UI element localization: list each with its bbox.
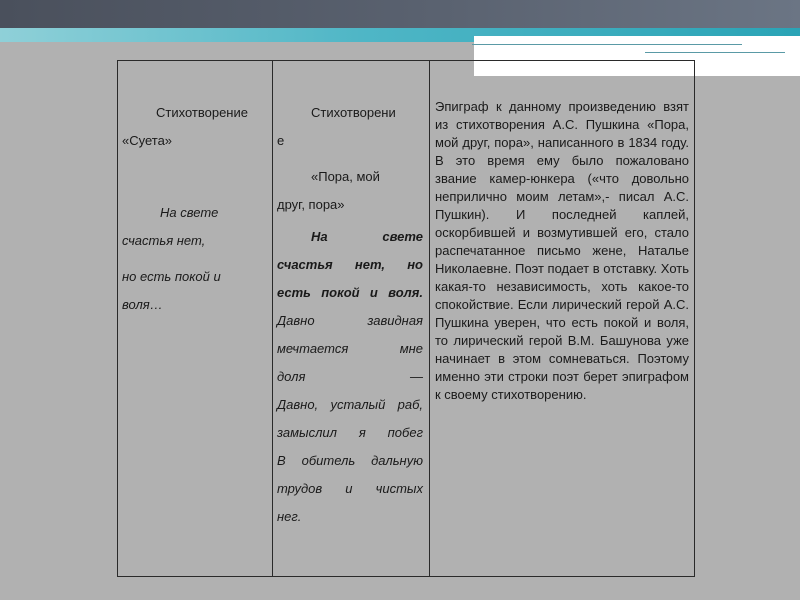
commentary-paragraph: Эпиграф к данному произведению взят из стихотворения А.С. Пушкина «Пора, мой друг, пора», написанного в 1834 году. В это время ему было пожаловано звание камер-юнкера («что довольно неприлично моим летам»,- писал А.С. Пушкин). И последней каплей, оскорбившей и возмутившей его, стало распечатанное письмо жене, Наталье Николаевне. Поэт подает в отставку. Хоть какая-то независимость, хоть какое-то спокойствие. Если лирический герой А.С. Пушкина уверен, что есть покой и воля, то лирический герой В.М. Башунова уже начинает в этом сомневаться. Поэтому именно эти строки поэт берет эпиграфом к своему стихотворению. (435, 99, 689, 402)
col2-verse-line: нег. (277, 509, 302, 524)
col2-verse-line: Давно завидная (277, 313, 423, 328)
col2-verse-line: мечтается мне (277, 341, 423, 356)
col1-quote-line3: но есть покой и (122, 269, 221, 284)
col2-verse-line: доля — (277, 369, 423, 384)
col2-title-line4: друг, пора» (277, 197, 345, 212)
col1-quote-line4: воля… (122, 297, 163, 312)
comparison-table (117, 60, 695, 577)
col2-title-line2: е (277, 133, 285, 148)
col2-bold-line2: счастья нет, но (277, 257, 423, 272)
decor-line (645, 52, 785, 53)
col2-verse-line: трудов и чистых (277, 481, 423, 496)
col2-title-line3: «Пора, мой (311, 169, 380, 184)
col1-spacer (122, 155, 266, 199)
col2-bold-line3: есть покой и воля. (277, 285, 423, 300)
col2-verse-line: В обитель дальную (277, 453, 423, 468)
col2-verse-line: Давно, усталый раб, (277, 397, 423, 412)
column-commentary (430, 61, 694, 576)
col1-title-line1: Стихотворение (156, 105, 248, 120)
col1-quote-line1: На свете (160, 205, 219, 220)
col2-title-line1: Стихотворени (311, 105, 396, 120)
col2-verse-line: замыслил я побег (277, 425, 423, 440)
col1-title-line2: «Суета» (122, 133, 173, 148)
col1-quote-line2: счастья нет, (122, 233, 206, 248)
column-pora (273, 61, 430, 576)
decor-line (472, 44, 742, 45)
column-sueta (118, 61, 273, 576)
col2-bold-line1: На свете (311, 229, 423, 244)
